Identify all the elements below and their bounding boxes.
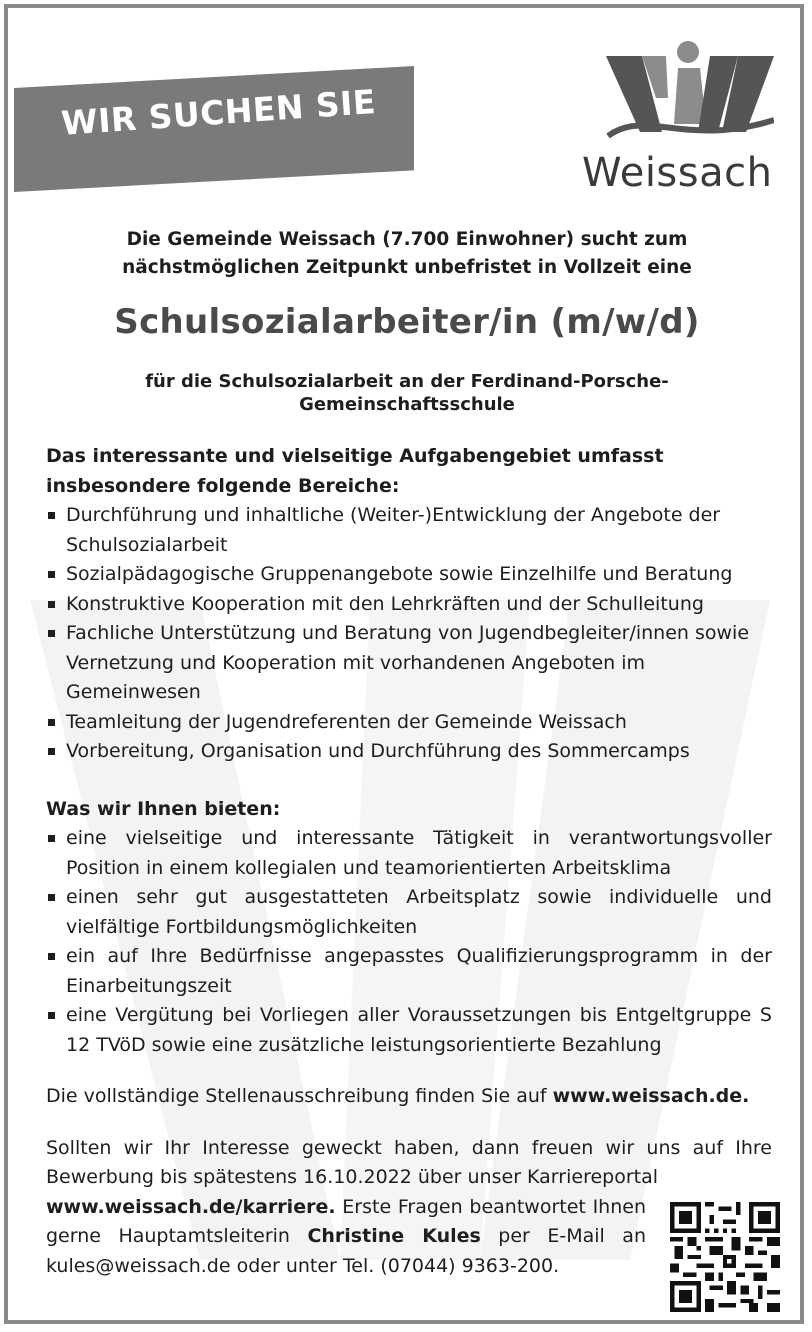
subtitle-line-2: Gemeinschaftsschule (299, 394, 515, 415)
contact-name: Christine Kules (307, 1225, 481, 1247)
offer-item: einen sehr gut ausgestatteten Arbeitsplatz sowie individuelle und vielfältige Fortbildungsmöglichkeiten (46, 883, 772, 942)
offer-item: eine Vergütung bei Vorliegen aller Voraussetzungen bis Entgeltgruppe S 12 TVöD sowie eine zusätzliche leistungsorientierte Bezahlung (46, 1001, 772, 1060)
full-posting-paragraph (46, 1082, 772, 1112)
apply-contact (46, 1193, 646, 1282)
qr-code[interactable] (670, 1202, 780, 1312)
task-item: Fachliche Unterstützung und Beratung von Jugendbegleiter/innen sowie Vernetzung und Kooperation mit vorhandenen Angeboten im Gemeinwesen (46, 619, 772, 708)
apply-text-1: Sollten wir Ihr Interesse geweckt haben, dann freuen wir uns auf Ihre Bewerbung bis spätestens 16.10.2022 über unser Karriereportal (46, 1136, 772, 1188)
tasks-heading: Das interessante und vielseitige Aufgabengebiet umfasst insbesondere folgende Bereiche: (46, 445, 664, 497)
task-item: Vorbereitung, Organisation und Durchführung des Sommercamps (46, 737, 772, 767)
tasks-list (46, 501, 772, 767)
job-title: Schulsozialarbeiter/in (m/w/d) (114, 302, 700, 342)
weissach-logo-icon (606, 38, 774, 148)
subtitle-line-1: für die Schulsozialarbeit an der Ferdinand-Porsche- (145, 371, 669, 392)
offers-heading: Was wir Ihnen bieten: (46, 797, 281, 820)
career-portal-link[interactable]: www.weissach.de/karriere. (46, 1195, 336, 1218)
offer-item: eine vielseitige und interessante Tätigkeit in verantwortungsvoller Position in einem kollegialen und teamorientierten Arbeitsklima (46, 824, 772, 883)
intro-text (40, 226, 774, 282)
offers-list (46, 824, 772, 1060)
apply-paragraph (46, 1134, 772, 1282)
main-content (46, 442, 772, 1281)
intro-line-1: Die Gemeinde Weissach (7.700 Einwohner) sucht zum (126, 229, 688, 250)
offer-item: ein auf Ihre Bedürfnisse angepasstes Qualifizierungsprogramm in der Einarbeitungszeit (46, 942, 772, 1001)
full-posting-text: Die vollständige Stellenausschreibung finden Sie auf (46, 1085, 553, 1107)
task-item: Sozialpädagogische Gruppenangebote sowie Einzelhilfe und Beratung (46, 560, 772, 590)
job-subtitle (100, 370, 714, 416)
intro-line-2: nächstmöglichen Zeitpunkt unbefristet in Vollzeit eine (122, 257, 692, 278)
website-link[interactable]: www.weissach.de. (552, 1085, 750, 1107)
task-item: Durchführung und inhaltliche (Weiter-)Entwicklung der Angebote der Schulsozialarbeit (46, 501, 772, 560)
task-item: Konstruktive Kooperation mit den Lehrkräften und der Schulleitung (46, 590, 772, 620)
banner-text: WIR SUCHEN SIE (60, 82, 378, 143)
apply-text-2: Erste Fragen beantwortet Ihnen gerne Hauptamtsleiterin (46, 1195, 646, 1247)
logo-wordmark: Weissach (582, 150, 773, 196)
apply-text-3: per E-Mail an kules@weissach.de oder unter Tel. (07044) 9363-200. (46, 1225, 646, 1277)
task-item: Teamleitung der Jugendreferenten der Gemeinde Weissach (46, 708, 772, 738)
